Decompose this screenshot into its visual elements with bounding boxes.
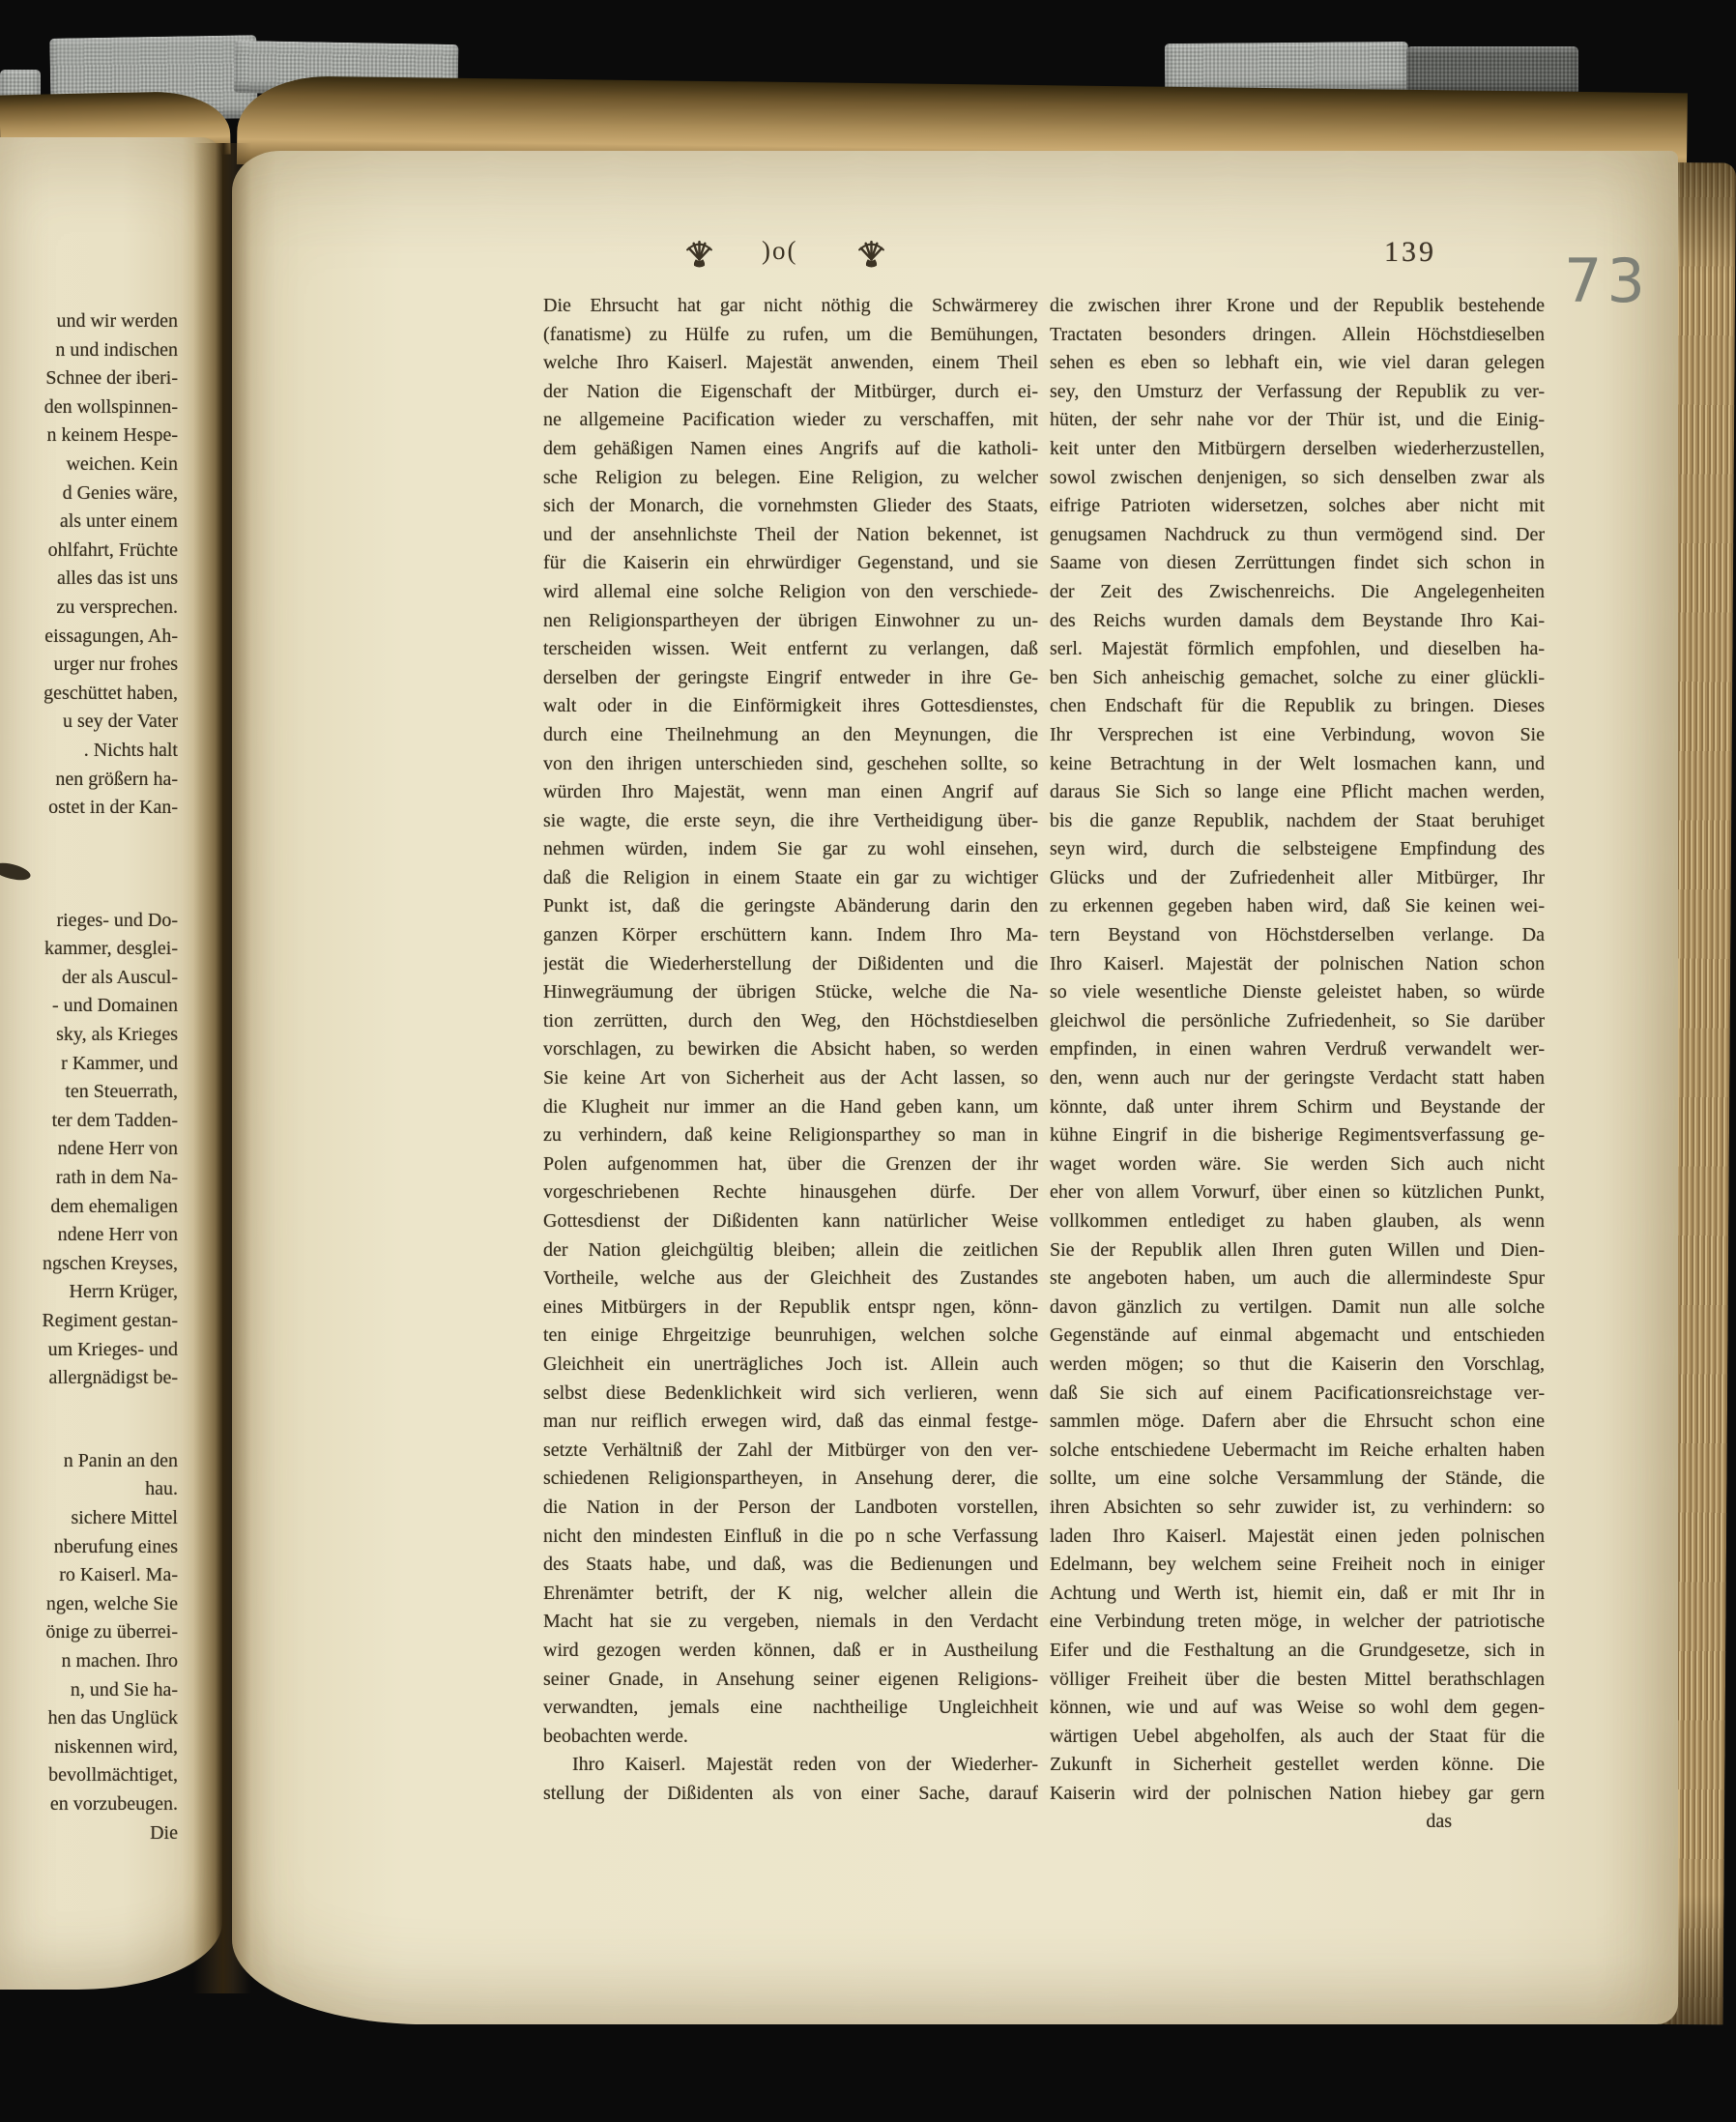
text-line: Eifer und die Festhaltung an die Grundgesetze, sich in [1050,1639,1545,1661]
verso-text-group [0,1447,178,1847]
text-line: die Nation in der Person der Landboten vorstellen, [543,1496,1038,1518]
text-line: der Nation die Eigenschaft der Mitbürger, durch ei- [543,380,1038,402]
text-line: nen Religionspartheyen der übrigen Einwohner zu un- [543,609,1038,631]
text-line: ndene Herr von [57,1224,178,1246]
printed-page-number: 139 [1384,236,1436,268]
text-line: beobachten werde. [543,1725,688,1747]
text-line: Saame von diesen Zerrüttungen findet sich schon in [1050,552,1545,574]
text-line: geschüttet haben, [43,682,178,704]
text-line: eines Mitbürgers in der Republik entspr ngen, könn- [543,1295,1038,1318]
text-line: Gleichheit ein unerträgliches Joch ist. Allein auch [543,1352,1038,1375]
text-line: verwandten, jemals eine nachtheilige Ungleichheit [543,1697,1038,1719]
text-line: Sie keine Art von Sicherheit aus der Acht lassen, so [543,1067,1038,1090]
text-line: Vortheile, welche aus der Gleichheit des Zustandes [543,1267,1038,1290]
text-line: daraus Sie Sich so lange eine Pflicht machen werden, [1050,781,1545,803]
text-line: das [1426,1811,1452,1833]
text-line: von den ihrigen unterschieden sind, geschehen sollte, so [543,752,1038,774]
text-line: ngen, welche Sie [45,1592,178,1614]
text-line: hau. [145,1478,178,1500]
text-line: empfinden, in einen wahren Verdruß verwandelt wer- [1050,1038,1545,1061]
text-line: Ihro Kaiserl. Majestät reden von der Wiederher- [572,1754,1038,1776]
text-line: ohlfahrt, Früchte [47,538,178,561]
text-line: durch eine Theilnehmung an den Meynungen, die [543,723,1038,745]
text-line: ihren Absichten so sehr zuwider ist, zu verhindern: so [1050,1496,1545,1518]
text-line: sichere Mittel [71,1506,178,1528]
text-line: eine Verbindung treten möge, in welcher der patriotische [1050,1611,1545,1633]
text-line: welche Ihro Kaiserl. Majestät anwenden, einem Theil [543,352,1038,374]
text-line: schiedenen Religionspartheyen, in Ansehung derer, die [543,1468,1038,1490]
text-line: die zwischen ihrer Krone und der Republik bestehende [1050,295,1545,316]
text-line: setzte Verhältniß der Zahl der Mitbürger von den ver- [543,1439,1038,1461]
text-line: (fanatisme) zu Hülfe zu rufen, um die Bemühungen, [543,323,1038,345]
text-line: ten Steuerrath, [65,1081,178,1103]
text-line: Gegenstände auf einmal abgemacht und entschieden [1050,1324,1545,1347]
text-line: ostet in der Kan- [48,797,178,819]
text-line: n keinem Hespe- [46,424,178,447]
text-line: allergnädigst be- [48,1367,178,1389]
text-line: waget worden wäre. Sie werden Sich auch nicht [1050,1152,1545,1175]
text-line: niskennen wird, [54,1735,178,1758]
text-line: ganzen Körper erschüttern kann. Indem Ihro Ma- [543,924,1038,946]
text-line: ne allgemeine Pacification wieder zu verschaffen, mit [543,409,1038,431]
headband-cloth [1165,42,1408,94]
text-line: sie wagte, die erste seyn, die ihre Vertheidigung über- [543,809,1038,831]
text-line: u sey der Vater [62,711,178,733]
text-line: Glücks und der Zufriedenheit aller Mitbürger, Ihr [1050,866,1545,888]
verso-text-column [0,307,178,1847]
text-line: daß Sie sich auf einem Pacificationsreichstage ver- [1050,1381,1545,1404]
text-line: Herrn Krüger, [69,1281,178,1303]
text-line: des Reichs wurden damals dem Beystande Ihro Kai- [1050,609,1545,631]
text-line: würden Ihro Majestät, wenn man einen Angrif auf [543,781,1038,803]
text-line: solche entschiedene Uebermacht im Reiche erhalten haben [1050,1439,1545,1461]
text-line: hen das Unglück [47,1707,178,1730]
text-line: sehen es eben so lebhaft ein, wie viel daran gelegen [1050,352,1545,374]
text-line: eher von allem Vorwurf, über einen so kützlichen Punkt, [1050,1181,1545,1204]
text-line: Polen aufgenommen hat, über die Grenzen der ihr [543,1152,1038,1175]
text-line: werden mögen; so thut die Kaiserin den Vorschlag, [1050,1352,1545,1375]
gathering-mark: )o( [762,236,798,265]
text-line: Ihr Versprechen ist eine Verbindung, wovon Sie [1050,723,1545,745]
verso-page [0,137,222,1990]
text-line: davon gänzlich zu vertilgen. Damit nun alle solche [1050,1295,1545,1318]
text-line: dem gehäßigen Namen eines Angrifs auf die katholi- [543,437,1038,459]
text-line: stellung der Dißidenten als von einer Sache, darauf [543,1782,1038,1804]
text-line: en vorzubeugen. [49,1792,178,1815]
text-line: können, wie und auf was Weise so wohl dem gegen- [1050,1697,1545,1719]
text-line: n, und Sie ha- [70,1678,178,1701]
text-line: Die [150,1821,178,1844]
text-line: Gottesdienst der Dißidenten kann natürlicher Weise [543,1210,1038,1232]
text-line: der Zeit des Zwischenreichs. Die Angelegenheiten [1050,580,1545,602]
text-line: Zukunft in Sicherheit gestellet werden könne. Die [1050,1754,1545,1776]
text-line: ten einige Ehrgeitzige beunruhigen, welchen solche [543,1324,1038,1347]
text-line: - und Domainen [52,995,178,1017]
text-line: n machen. Ihro [61,1649,178,1671]
text-line: urger nur frohes [53,654,178,676]
text-line: könnte, daß unter ihrem Schirm und Beystande der [1050,1095,1545,1118]
text-line: Macht hat sie zu vergeben, niemals in den Verdacht [543,1611,1038,1633]
text-line: genugsamen Nachdruck zu thun vermögend sind. Der [1050,523,1545,545]
text-line: Achtung und Werth ist, hiemit ein, daß er mit Ihr in [1050,1582,1545,1604]
text-line: kühne Eingrif in die bisherige Regimentsverfassung ge- [1050,1124,1545,1147]
text-line: bevollmächtiget, [48,1764,178,1787]
text-line: nen größern ha- [55,768,178,790]
text-line: tern Beystand von Höchstderselben verlange. Da [1050,924,1545,946]
text-line: ste angeboten haben, um auch die allermindeste Spur [1050,1267,1545,1290]
text-line: und wir werden [56,310,178,332]
text-line: sey, den Umsturz der Verfassung der Republik zu ver- [1050,380,1545,402]
text-line: tion zerrütten, durch den Weg, den Höchstdieselben [543,1009,1038,1032]
text-line: terscheiden wissen. Weit entfernt zu verlangen, daß [543,638,1038,660]
text-line: vorgeschriebenen Rechte hinausgehen dürfe. Der [543,1181,1038,1204]
text-line: seiner Gnade, in Ansehung seiner eigenen Religions- [543,1668,1038,1690]
recto-text-column-1 [543,292,1038,1808]
text-line: alles das ist uns [57,567,178,590]
text-line: sollte, um eine solche Versammlung der Stände, die [1050,1468,1545,1490]
text-line: völliger Freiheit über die besten Mittel berathschlagen [1050,1668,1545,1690]
headband-cloth [1406,46,1578,95]
text-line: ben Sich anheischig gemachet, solche zu einer glückli- [1050,666,1545,688]
text-line: Regiment gestan- [42,1310,178,1331]
text-line: den, wenn auch nur der geringste Verdacht statt haben [1050,1067,1545,1090]
text-line: um Krieges- und [47,1338,178,1360]
gutter-shadow [193,143,251,1993]
text-line: wärtigen Uebel abgeholfen, als auch der Staat für die [1050,1725,1545,1747]
text-line: sammlen möge. Dafern aber die Ehrsucht schon eine [1050,1410,1545,1433]
text-line: sky, als Krieges [56,1024,178,1046]
text-line: der Nation gleichgültig bleiben; allein die zeitlichen [543,1238,1038,1261]
text-line: zu versprechen. [56,596,178,618]
text-line: Hinwegräumung der übrigen Stücke, welche die Na- [543,981,1038,1003]
shell-ornament-icon [855,238,887,279]
text-line: keine Betrachtung in der Welt losmachen kann, und [1050,752,1545,774]
text-line: hüten, der sehr nahe vor der Thür ist, und die Einig- [1050,409,1545,431]
text-line: chen Endschaft für die Republik zu bringen. Dieses [1050,695,1545,717]
text-line: Ehrenämter betrift, der K nig, welcher allein die [543,1582,1038,1604]
text-line: sowol zwischen denjenigen, so sich denselben zwar als [1050,466,1545,488]
shell-ornament-icon [683,238,715,279]
text-line: nberufung eines [53,1535,178,1557]
text-line: sich der Monarch, die vornehmsten Glieder des Staats, [543,495,1038,517]
text-line: die Klugheit nur immer an die Hand geben kann, um [543,1095,1038,1118]
text-line: selbst diese Bedenklichkeit wird sich verlieren, wenn [543,1381,1038,1404]
text-line: man nur reiflich erwegen wird, daß das einmal festge- [543,1410,1038,1433]
text-line: daß die Religion in einem Staate ein gar zu wichtiger [543,866,1038,888]
text-line: Edelmann, bey welchem seine Freiheit noch in einiger [1050,1554,1545,1576]
text-line: walt oder in die Einförmigkeit ihres Gottesdienstes, [543,695,1038,717]
text-line: ndene Herr von [57,1138,178,1160]
text-line: jestät die Wiederherstellung der Dißidenten und die [543,952,1038,974]
recto-page [232,151,1678,2024]
text-line: vorschlagen, zu bewirken die Absicht haben, so werden [543,1038,1038,1061]
text-line: und der ansehnlichste Theil der Nation bekennet, ist [543,523,1038,545]
text-line: so viele wesentliche Dienste geleistet haben, so würde [1050,981,1545,1003]
text-line: n Panin an den [63,1449,178,1471]
text-line: n und indischen [55,338,178,361]
recto-text-column-2 [1050,292,1545,1837]
text-line: rath in dem Na- [55,1167,178,1189]
text-line: Sie der Republik allen Ihren guten Willen und Dien- [1050,1238,1545,1261]
text-line: dem ehemaligen [50,1195,178,1217]
text-line: Tractaten besonders dringen. Allein Höchstdieselben [1050,323,1545,345]
text-line: sche Religion zu belegen. Eine Religion, zu welcher [543,466,1038,488]
text-line: ter dem Tadden- [51,1109,178,1131]
text-line: d Genies wäre, [62,481,178,504]
text-line: für die Kaiserin ein ehrwürdiger Gegenstand, und sie [543,552,1038,574]
text-line: vollkommen entlediget zu haben glauben, als wenn [1050,1210,1545,1232]
text-line: ro Kaiserl. Ma- [59,1564,178,1586]
text-line: keit unter den Mitbürgern derselben wiederherzustellen, [1050,437,1545,459]
text-line: Punkt ist, daß die geringste Abänderung darin den [543,895,1038,917]
text-line: serl. Majestät förmlich empfohlen, und dieselben ha- [1050,638,1545,660]
text-line: önige zu überrei- [45,1621,178,1643]
text-line: eifrige Patrioten widersetzen, solches aber nicht mit [1050,495,1545,517]
text-line: den wollspinnen- [43,395,178,418]
text-line: zu erkennen gegeben haben wird, daß Sie keinen wei- [1050,895,1545,917]
text-line: wird allemal eine solche Religion von den verschiede- [543,580,1038,602]
text-line: bis die ganze Republik, nachdem der Staat beruhiget [1050,809,1545,831]
text-line: rieges- und Do- [56,909,178,931]
text-line: als unter einem [59,510,178,533]
text-line: der als Auscul- [62,966,178,988]
text-line: gleichwol die persönliche Zufriedenheit, so Sie darüber [1050,1009,1545,1032]
text-line: derselben der geringste Eingrif entweder in ihre Ge- [543,666,1038,688]
text-line: r Kammer, und [61,1052,178,1074]
text-line: seyn wird, durch die selbsteigene Empfindung des [1050,838,1545,860]
text-line: weichen. Kein [66,452,178,475]
text-line: nehmen würden, indem Sie gar zu wohl einsehen, [543,838,1038,860]
pencil-foliation-number: 73 [1564,246,1650,316]
text-line: Ihro Kaiserl. Majestät der polnischen Nation schon [1050,952,1545,974]
text-line: Die Ehrsucht hat gar nicht nöthig die Schwärmerey [543,295,1038,316]
text-line: nicht den mindesten Einfluß in die po n sche Verfassung [543,1525,1038,1547]
verso-text-group [0,307,178,823]
text-line: zu verhindern, daß keine Religionsparthey so man in [543,1124,1038,1147]
verso-text-group [0,907,178,1393]
text-line: des Staats habe, und daß, was die Bedienungen und [543,1554,1038,1576]
text-line: eissagungen, Ah- [44,625,178,647]
text-line: Kaiserin wird der polnischen Nation hiebey gar gern [1050,1782,1545,1804]
text-line: . Nichts halt [83,739,178,761]
text-line: wird gezogen werden können, daß er in Austheilung [543,1639,1038,1661]
text-line: Schnee der iberi- [45,367,178,390]
text-line: laden Ihro Kaiserl. Majestät einen jeden polnischen [1050,1525,1545,1547]
text-line: ngschen Kreyses, [43,1252,178,1274]
text-line: kammer, desglei- [43,938,178,960]
